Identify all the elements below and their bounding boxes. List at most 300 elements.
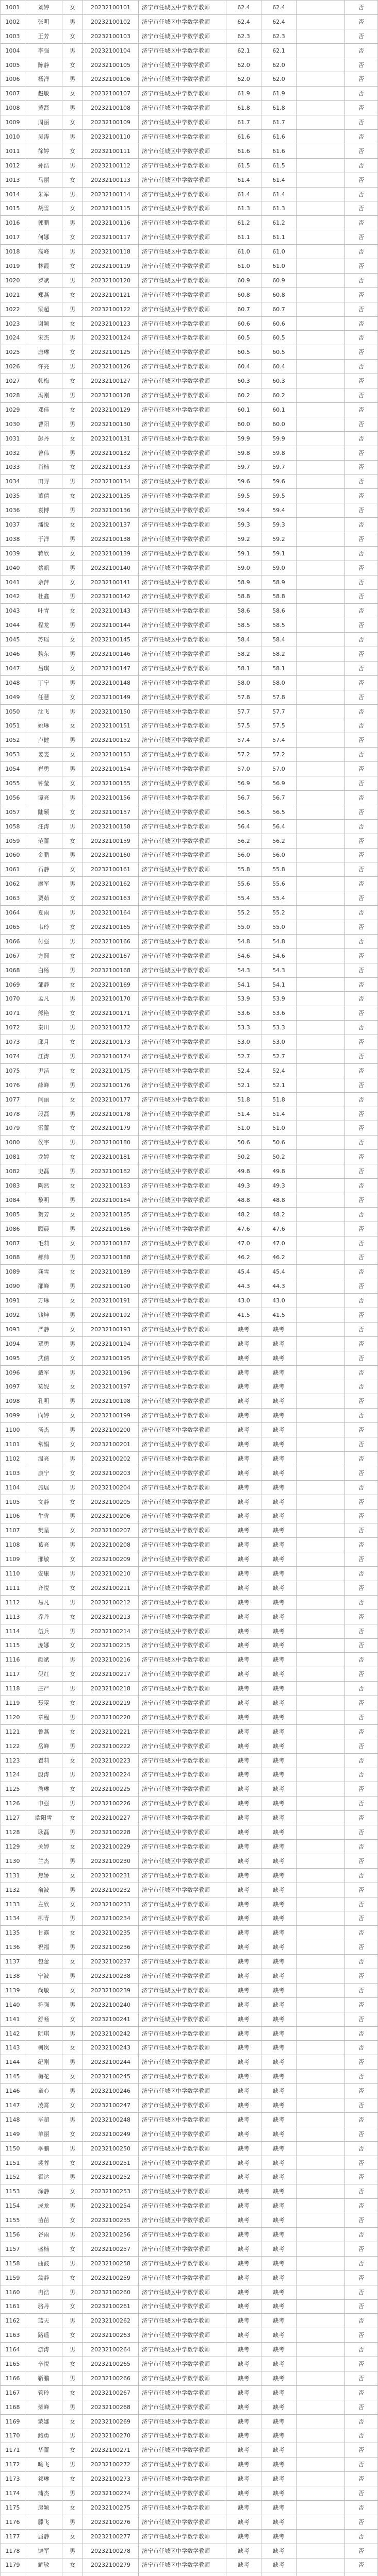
position-cell: 济宁市任城区中学数学教师 (139, 906, 226, 920)
table-row (1, 1380, 378, 1395)
written-score-cell: 缺考 (226, 2012, 261, 2027)
exam-id-cell: 20232100242 (83, 2027, 139, 2041)
name-cell: 梅花 (25, 2070, 62, 2084)
table-row (1, 2300, 378, 2314)
interview-cell: 否 (345, 561, 378, 575)
number-cell: 1095 (1, 1351, 25, 1366)
interview-cell: 否 (345, 776, 378, 791)
number-cell: 1169 (1, 2415, 25, 2429)
gender-cell: 男 (62, 1510, 83, 1524)
written-score-cell: 缺考 (226, 1538, 261, 1552)
gender-cell: 男 (62, 2285, 83, 2300)
number-cell: 1121 (1, 1725, 25, 1739)
remark-cell (297, 849, 345, 863)
position-cell: 济宁市任城区中学数学教师 (139, 1667, 226, 1682)
name-cell: 涂静 (25, 2184, 62, 2199)
written-score-cell: 51.0 (226, 1121, 261, 1136)
written-score-cell: 55.4 (226, 891, 261, 906)
written-score-cell: 缺考 (226, 2055, 261, 2070)
exam-id-cell: 20232100271 (83, 2443, 139, 2458)
exam-id-cell: 20232100204 (83, 1481, 139, 1495)
remark-cell (297, 920, 345, 935)
position-cell: 济宁市任城区中学数学教师 (139, 1, 226, 15)
remark-cell (297, 2371, 345, 2386)
name-cell: 莫妮 (25, 1380, 62, 1395)
exam-id-cell: 20232100235 (83, 1926, 139, 1940)
exam-id-cell: 20232100184 (83, 1193, 139, 1208)
total-score-cell: 缺考 (261, 2458, 297, 2472)
written-score-cell: 58.4 (226, 633, 261, 647)
position-cell: 济宁市任城区中学数学教师 (139, 2170, 226, 2184)
position-cell: 济宁市任城区中学数学教师 (139, 2530, 226, 2544)
name-cell: 游涛 (25, 2343, 62, 2357)
exam-id-cell: 20232100191 (83, 1294, 139, 1308)
total-score-cell: 60.6 (261, 317, 297, 331)
remark-cell (297, 259, 345, 274)
exam-id-cell: 20232100116 (83, 216, 139, 230)
total-score-cell: 57.4 (261, 733, 297, 748)
name-cell: 李强 (25, 44, 62, 58)
name-cell: 林霞 (25, 259, 62, 274)
remark-cell (297, 2530, 345, 2544)
position-cell: 济宁市任城区中学数学教师 (139, 2098, 226, 2113)
interview-cell: 否 (345, 849, 378, 863)
remark-cell (297, 862, 345, 877)
exam-id-cell: 20232100265 (83, 2357, 139, 2371)
written-score-cell: 57.0 (226, 762, 261, 776)
table-row (1, 331, 378, 345)
position-cell: 济宁市任城区中学数学教师 (139, 1567, 226, 1581)
remark-cell (297, 230, 345, 245)
gender-cell: 女 (62, 1380, 83, 1395)
total-score-cell: 60.1 (261, 403, 297, 417)
number-cell: 1078 (1, 1107, 25, 1122)
name-cell: 凌霄 (25, 2098, 62, 2113)
number-cell: 1063 (1, 891, 25, 906)
written-score-cell: 56.2 (226, 834, 261, 849)
position-cell: 济宁市任城区中学数学教师 (139, 1523, 226, 1538)
total-score-cell: 60.5 (261, 331, 297, 345)
gender-cell: 男 (62, 1049, 83, 1064)
remark-cell (297, 1897, 345, 1912)
written-score-cell: 缺考 (226, 1710, 261, 1725)
gender-cell: 男 (62, 388, 83, 403)
interview-cell: 否 (345, 1610, 378, 1624)
remark-cell (297, 2300, 345, 2314)
number-cell: 1049 (1, 690, 25, 705)
position-cell: 济宁市任城区中学数学教师 (139, 144, 226, 159)
total-score-cell: 缺考 (261, 2343, 297, 2357)
position-cell: 济宁市任城区中学数学教师 (139, 791, 226, 805)
name-cell: 朱军 (25, 188, 62, 202)
number-cell: 1113 (1, 1610, 25, 1624)
number-cell: 1016 (1, 216, 25, 230)
gender-cell: 女 (62, 29, 83, 44)
remark-cell (297, 101, 345, 115)
interview-cell: 否 (345, 216, 378, 230)
remark-cell (297, 144, 345, 159)
position-cell: 济宁市任城区中学数学教师 (139, 733, 226, 748)
position-cell: 济宁市任城区中学数学教师 (139, 590, 226, 604)
position-cell: 济宁市任城区中学数学教师 (139, 1466, 226, 1481)
total-score-cell: 61.0 (261, 259, 297, 274)
position-cell: 济宁市任城区中学数学教师 (139, 1754, 226, 1768)
position-cell: 济宁市任城区中学数学教师 (139, 1164, 226, 1179)
gender-cell: 男 (62, 274, 83, 288)
gender-cell: 男 (62, 2314, 83, 2328)
written-score-cell: 58.2 (226, 647, 261, 662)
number-cell: 1091 (1, 1294, 25, 1308)
exam-id-cell: 20232100123 (83, 317, 139, 331)
exam-id-cell: 20232100270 (83, 2429, 139, 2444)
table-row (1, 1121, 378, 1136)
total-score-cell: 55.6 (261, 877, 297, 891)
interview-cell: 否 (345, 144, 378, 159)
name-cell: 石静 (25, 862, 62, 877)
gender-cell: 女 (62, 891, 83, 906)
interview-cell: 否 (345, 72, 378, 87)
total-score-cell: 59.1 (261, 547, 297, 561)
position-cell: 济宁市任城区中学数学教师 (139, 705, 226, 719)
table-row (1, 1739, 378, 1754)
exam-id-cell: 20232100119 (83, 259, 139, 274)
written-score-cell: 54.1 (226, 978, 261, 992)
interview-cell: 否 (345, 676, 378, 690)
gender-cell: 女 (62, 2357, 83, 2371)
total-score-cell: 56.7 (261, 791, 297, 805)
gender-cell: 男 (62, 1538, 83, 1552)
total-score-cell: 51.8 (261, 1093, 297, 1107)
table-row (1, 474, 378, 489)
remark-cell (297, 1150, 345, 1164)
interview-cell: 否 (345, 2170, 378, 2184)
gender-cell: 女 (62, 2472, 83, 2486)
total-score-cell: 62.0 (261, 72, 297, 87)
table-row (1, 1, 378, 15)
interview-cell: 否 (345, 1279, 378, 1294)
exam-id-cell: 20232100278 (83, 2544, 139, 2558)
number-cell: 1157 (1, 2242, 25, 2257)
table-row (1, 1279, 378, 1294)
exam-id-cell: 20232100125 (83, 345, 139, 360)
exam-id-cell: 20232100182 (83, 1164, 139, 1179)
written-score-cell: 55.8 (226, 862, 261, 877)
name-cell: 宋杰 (25, 331, 62, 345)
exam-id-cell: 20232100151 (83, 719, 139, 734)
gender-cell: 女 (62, 1610, 83, 1624)
table-row (1, 633, 378, 647)
name-cell: 许亮 (25, 360, 62, 374)
total-score-cell: 缺考 (261, 2285, 297, 2300)
table-row (1, 2501, 378, 2515)
table-row (1, 1567, 378, 1581)
gender-cell: 男 (62, 360, 83, 374)
total-score-cell: 缺考 (261, 2027, 297, 2041)
number-cell: 1099 (1, 1409, 25, 1423)
total-score-cell: 55.0 (261, 920, 297, 935)
interview-cell: 否 (345, 1797, 378, 1811)
gender-cell: 男 (62, 2113, 83, 2127)
total-score-cell: 60.7 (261, 302, 297, 317)
gender-cell: 女 (62, 173, 83, 188)
name-cell: 贺芳 (25, 1208, 62, 1222)
number-cell: 1003 (1, 29, 25, 44)
exam-id-cell: 20232100154 (83, 762, 139, 776)
table-row (1, 762, 378, 776)
interview-cell: 否 (345, 2314, 378, 2328)
gender-cell: 男 (62, 2486, 83, 2501)
name-cell: 沈飞 (25, 705, 62, 719)
exam-id-cell: 20232100237 (83, 1955, 139, 1969)
interview-cell: 否 (345, 1567, 378, 1581)
name-cell: 任慧 (25, 690, 62, 705)
table-row (1, 1754, 378, 1768)
gender-cell: 男 (62, 1222, 83, 1236)
exam-id-cell: 20232100273 (83, 2472, 139, 2486)
interview-cell: 否 (345, 891, 378, 906)
total-score-cell: 47.6 (261, 1222, 297, 1236)
exam-id-cell: 20232100102 (83, 15, 139, 29)
exam-id-cell: 20232100140 (83, 561, 139, 575)
total-score-cell: 60.8 (261, 288, 297, 302)
position-cell: 济宁市任城区中学数学教师 (139, 2027, 226, 2041)
remark-cell (297, 2199, 345, 2213)
position-cell: 济宁市任城区中学数学教师 (139, 748, 226, 762)
remark-cell (297, 791, 345, 805)
name-cell: 张明 (25, 15, 62, 29)
name-cell: 申强 (25, 1797, 62, 1811)
gender-cell: 男 (62, 188, 83, 202)
interview-cell: 否 (345, 1998, 378, 2012)
number-cell: 1108 (1, 1538, 25, 1552)
table-row (1, 1610, 378, 1624)
gender-cell: 女 (62, 1869, 83, 1883)
gender-cell: 男 (62, 992, 83, 1006)
remark-cell (297, 2184, 345, 2199)
interview-cell: 否 (345, 1078, 378, 1093)
position-cell: 济宁市任城区中学数学教师 (139, 201, 226, 216)
written-score-cell: 58.5 (226, 618, 261, 633)
interview-cell: 否 (345, 2271, 378, 2285)
gender-cell: 女 (62, 1179, 83, 1193)
name-cell: 韦玲 (25, 920, 62, 935)
remark-cell (297, 561, 345, 575)
total-score-cell (261, 2572, 297, 2576)
table-row (1, 360, 378, 374)
name-cell: 周丽 (25, 115, 62, 130)
table-row (1, 2156, 378, 2171)
number-cell: 1147 (1, 2098, 25, 2113)
number-cell: 1010 (1, 130, 25, 144)
interview-cell: 否 (345, 1495, 378, 1510)
interview-cell: 否 (345, 748, 378, 762)
position-cell: 济宁市任城区中学数学教师 (139, 446, 226, 461)
total-score-cell: 62.0 (261, 58, 297, 73)
exam-id-cell: 20232100136 (83, 503, 139, 518)
total-score-cell: 61.7 (261, 115, 297, 130)
written-score-cell: 61.9 (226, 87, 261, 101)
total-score-cell: 缺考 (261, 1897, 297, 1912)
name-cell: 于洋 (25, 532, 62, 547)
written-score-cell: 缺考 (226, 1926, 261, 1940)
number-cell: 1155 (1, 2213, 25, 2228)
gender-cell: 女 (62, 1926, 83, 1940)
gender-cell: 女 (62, 345, 83, 360)
gender-cell: 女 (62, 115, 83, 130)
table-row (1, 503, 378, 518)
interview-cell: 否 (345, 834, 378, 849)
table-row (1, 1351, 378, 1366)
position-cell: 济宁市任城区中学数学教师 (139, 1797, 226, 1811)
gender-cell: 女 (62, 2386, 83, 2400)
total-score-cell: 缺考 (261, 2314, 297, 2328)
gender-cell: 女 (62, 58, 83, 73)
interview-cell: 否 (345, 1308, 378, 1323)
number-cell: 1013 (1, 173, 25, 188)
table-row (1, 1825, 378, 1840)
number-cell: 1154 (1, 2199, 25, 2213)
gender-cell: 男 (62, 849, 83, 863)
gender-cell: 女 (62, 144, 83, 159)
exam-id-cell: 20232100262 (83, 2314, 139, 2328)
exam-id-cell: 20232100234 (83, 1911, 139, 1926)
gender-cell: 男 (62, 647, 83, 662)
gender-cell: 女 (62, 719, 83, 734)
total-score-cell: 59.3 (261, 518, 297, 532)
table-row (1, 1064, 378, 1078)
exam-id-cell: 20232100203 (83, 1466, 139, 1481)
exam-id-cell: 20232100251 (83, 2156, 139, 2171)
position-cell: 济宁市任城区中学数学教师 (139, 1035, 226, 1049)
position-cell: 济宁市任城区中学数学教师 (139, 762, 226, 776)
position-cell: 济宁市任城区中学数学教师 (139, 2300, 226, 2314)
written-score-cell: 缺考 (226, 2472, 261, 2486)
number-cell: 1047 (1, 662, 25, 676)
total-score-cell: 56.2 (261, 834, 297, 849)
written-score-cell: 缺考 (226, 1667, 261, 1682)
written-score-cell: 49.8 (226, 1164, 261, 1179)
interview-cell: 否 (345, 1380, 378, 1395)
total-score-cell: 51.4 (261, 1107, 297, 1122)
exam-id-cell: 20232100106 (83, 72, 139, 87)
interview-cell (345, 2572, 378, 2576)
written-score-cell: 58.0 (226, 676, 261, 690)
written-score-cell: 缺考 (226, 1523, 261, 1538)
table-row (1, 374, 378, 388)
remark-cell (297, 618, 345, 633)
number-cell: 1035 (1, 489, 25, 503)
number-cell: 1090 (1, 1279, 25, 1294)
position-cell: 济宁市任城区中学数学教师 (139, 920, 226, 935)
written-score-cell: 61.0 (226, 245, 261, 259)
gender-cell: 男 (62, 2055, 83, 2070)
position-cell: 济宁市任城区中学数学教师 (139, 29, 226, 44)
position-cell: 济宁市任城区中学数学教师 (139, 1495, 226, 1510)
total-score-cell: 缺考 (261, 2242, 297, 2257)
table-row (1, 44, 378, 58)
remark-cell (297, 1078, 345, 1093)
position-cell: 济宁市任城区中学数学教师 (139, 1624, 226, 1639)
gender-cell: 女 (62, 1725, 83, 1739)
name-cell: 黎明 (25, 1193, 62, 1208)
position-cell: 济宁市任城区中学数学教师 (139, 259, 226, 274)
position-cell: 济宁市任城区中学数学教师 (139, 2041, 226, 2055)
exam-id-cell: 20232100211 (83, 1581, 139, 1596)
written-score-cell: 缺考 (226, 1423, 261, 1437)
written-score-cell: 缺考 (226, 1452, 261, 1466)
name-cell: 廖军 (25, 877, 62, 891)
written-score-cell: 缺考 (226, 2429, 261, 2444)
gender-cell: 女 (62, 604, 83, 618)
gender-cell: 男 (62, 2458, 83, 2472)
number-cell: 1042 (1, 590, 25, 604)
table-row (1, 1193, 378, 1208)
position-cell: 济宁市任城区中学数学教师 (139, 474, 226, 489)
remark-cell (297, 1452, 345, 1466)
exam-id-cell: 20232100272 (83, 2458, 139, 2472)
gender-cell: 男 (62, 2228, 83, 2242)
position-cell: 济宁市任城区中学数学教师 (139, 1696, 226, 1710)
remark-cell (297, 1121, 345, 1136)
remark-cell (297, 2170, 345, 2184)
written-score-cell: 60.0 (226, 417, 261, 432)
exam-id-cell: 20232100142 (83, 590, 139, 604)
remark-cell (297, 360, 345, 374)
name-cell: 詹琳 (25, 1782, 62, 1797)
interview-cell: 否 (345, 1179, 378, 1193)
position-cell: 济宁市任城区中学数学教师 (139, 1006, 226, 1021)
gender-cell: 女 (62, 2070, 83, 2084)
gender-cell: 女 (62, 1897, 83, 1912)
total-score-cell: 缺考 (261, 1510, 297, 1524)
interview-cell: 否 (345, 2127, 378, 2142)
number-cell: 1023 (1, 317, 25, 331)
name-cell: 卢健 (25, 733, 62, 748)
remark-cell (297, 58, 345, 73)
gender-cell: 女 (62, 87, 83, 101)
total-score-cell: 58.4 (261, 633, 297, 647)
gender-cell: 女 (62, 2415, 83, 2429)
name-cell: 郝帅 (25, 1250, 62, 1265)
table-row (1, 1308, 378, 1323)
written-score-cell: 59.6 (226, 474, 261, 489)
name-cell: 成龙 (25, 2199, 62, 2213)
position-cell: 济宁市任城区中学数学教师 (139, 1998, 226, 2012)
exam-id-cell: 20232100174 (83, 1049, 139, 1064)
remark-cell (297, 676, 345, 690)
exam-id-cell: 20232100266 (83, 2371, 139, 2386)
table-row (1, 690, 378, 705)
total-score-cell: 57.8 (261, 690, 297, 705)
table-row (1, 87, 378, 101)
number-cell: 1159 (1, 2271, 25, 2285)
name-cell: 白杨 (25, 963, 62, 978)
position-cell: 济宁市任城区中学数学教师 (139, 1323, 226, 1337)
table-row (1, 2558, 378, 2573)
remark-cell (297, 1437, 345, 1452)
total-score-cell: 58.0 (261, 676, 297, 690)
exam-id-cell: 20232100220 (83, 1710, 139, 1725)
position-cell: 济宁市任城区中学数学教师 (139, 820, 226, 834)
remark-cell (297, 1006, 345, 1021)
written-score-cell: 缺考 (226, 1337, 261, 1351)
position-cell: 济宁市任城区中学数学教师 (139, 72, 226, 87)
position-cell: 济宁市任城区中学数学教师 (139, 1911, 226, 1926)
interview-cell: 否 (345, 2084, 378, 2098)
gender-cell: 女 (62, 1955, 83, 1969)
gender-cell: 男 (62, 2027, 83, 2041)
number-cell: 1032 (1, 446, 25, 461)
